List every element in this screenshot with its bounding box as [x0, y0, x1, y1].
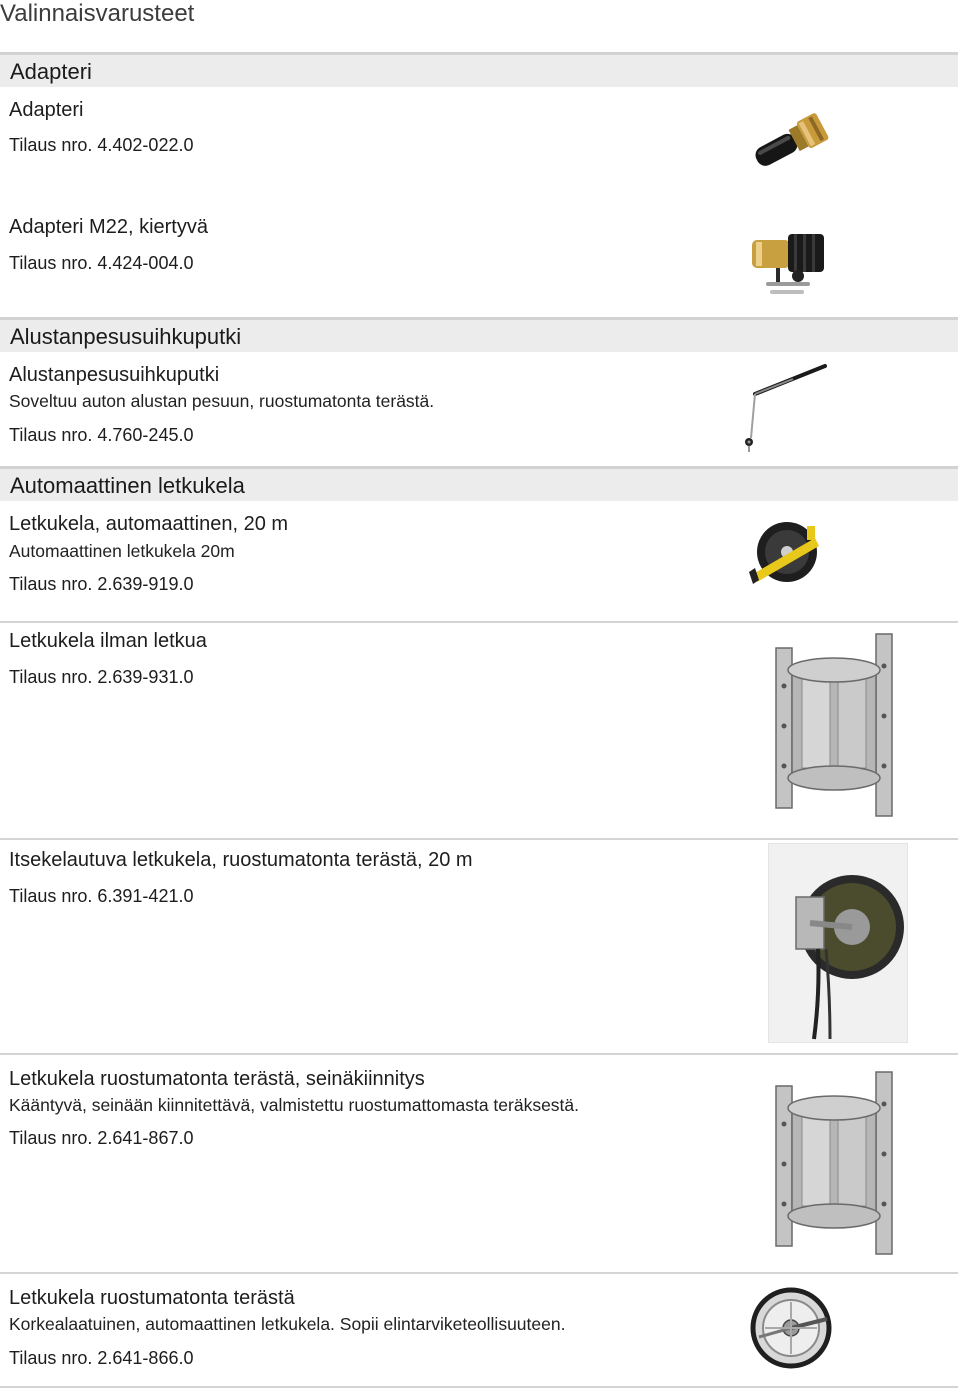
- item-title: Alustanpesusuihkuputki: [9, 364, 220, 386]
- category-header-alustanpesusuihkuputki: [0, 317, 958, 352]
- item-title: Letkukela ruostumatonta terästä, seinäkiinnitys: [9, 1068, 425, 1090]
- item-order-number: Tilaus nro. 4.760-245.0: [9, 425, 194, 445]
- item-title: Adapteri M22, kiertyvä: [9, 216, 208, 238]
- item-order-number: Tilaus nro. 2.639-919.0: [9, 574, 194, 594]
- category-header-adapteri: [0, 52, 958, 87]
- item-description: Automaattinen letkukela 20m: [9, 541, 235, 561]
- underbody-lance-picture: [735, 360, 830, 456]
- item-order-number: Tilaus nro. 2.641-867.0: [9, 1128, 194, 1148]
- item-divider: [0, 1053, 958, 1055]
- stainless-hose-reel-picture: [745, 1285, 835, 1371]
- item-description: Soveltuu auton alustan pesuun, ruostumatonta terästä.: [9, 391, 435, 411]
- page-title: Valinnaisvarusteet: [0, 0, 195, 27]
- item-divider: [0, 621, 958, 623]
- item-order-number: Tilaus nro. 4.402-022.0: [9, 135, 194, 155]
- automatic-hose-reel-picture: [745, 516, 825, 592]
- category-header-automaattinen-letkukela: [0, 466, 958, 501]
- adapter-picture: [748, 108, 834, 174]
- item-description: Korkealaatuinen, automaattinen letkukela. Sopii elintarviketeollisuuteen.: [9, 1314, 566, 1334]
- hose-reel-frame-picture: [772, 626, 902, 822]
- item-title: Letkukela ilman letkua: [9, 630, 207, 652]
- item-order-number: Tilaus nro. 4.424-004.0: [9, 253, 194, 273]
- category-title: Automaattinen letkukela: [10, 473, 245, 498]
- item-order-number: Tilaus nro. 6.391-421.0: [9, 886, 194, 906]
- category-title: Alustanpesusuihkuputki: [10, 324, 242, 349]
- category-title: Adapteri: [10, 59, 92, 84]
- item-divider: [0, 838, 958, 840]
- wall-hose-reel-picture: [768, 843, 908, 1043]
- item-divider: [0, 1272, 958, 1274]
- item-description: Kääntyvä, seinään kiinnitettävä, valmistettu ruostumattomasta teräksestä.: [9, 1095, 580, 1115]
- item-title: Adapteri: [9, 99, 84, 121]
- item-title: Itsekelautuva letkukela, ruostumatonta terästä, 20 m: [9, 849, 473, 871]
- item-order-number: Tilaus nro. 2.641-866.0: [9, 1348, 194, 1368]
- wall-mount-reel-frame-picture: [772, 1064, 902, 1260]
- swivel-adapter-picture: [748, 222, 830, 302]
- item-title: Letkukela ruostumatonta terästä: [9, 1287, 295, 1309]
- item-title: Letkukela, automaattinen, 20 m: [9, 513, 289, 535]
- item-order-number: Tilaus nro. 2.639-931.0: [9, 667, 194, 687]
- item-divider: [0, 1386, 958, 1388]
